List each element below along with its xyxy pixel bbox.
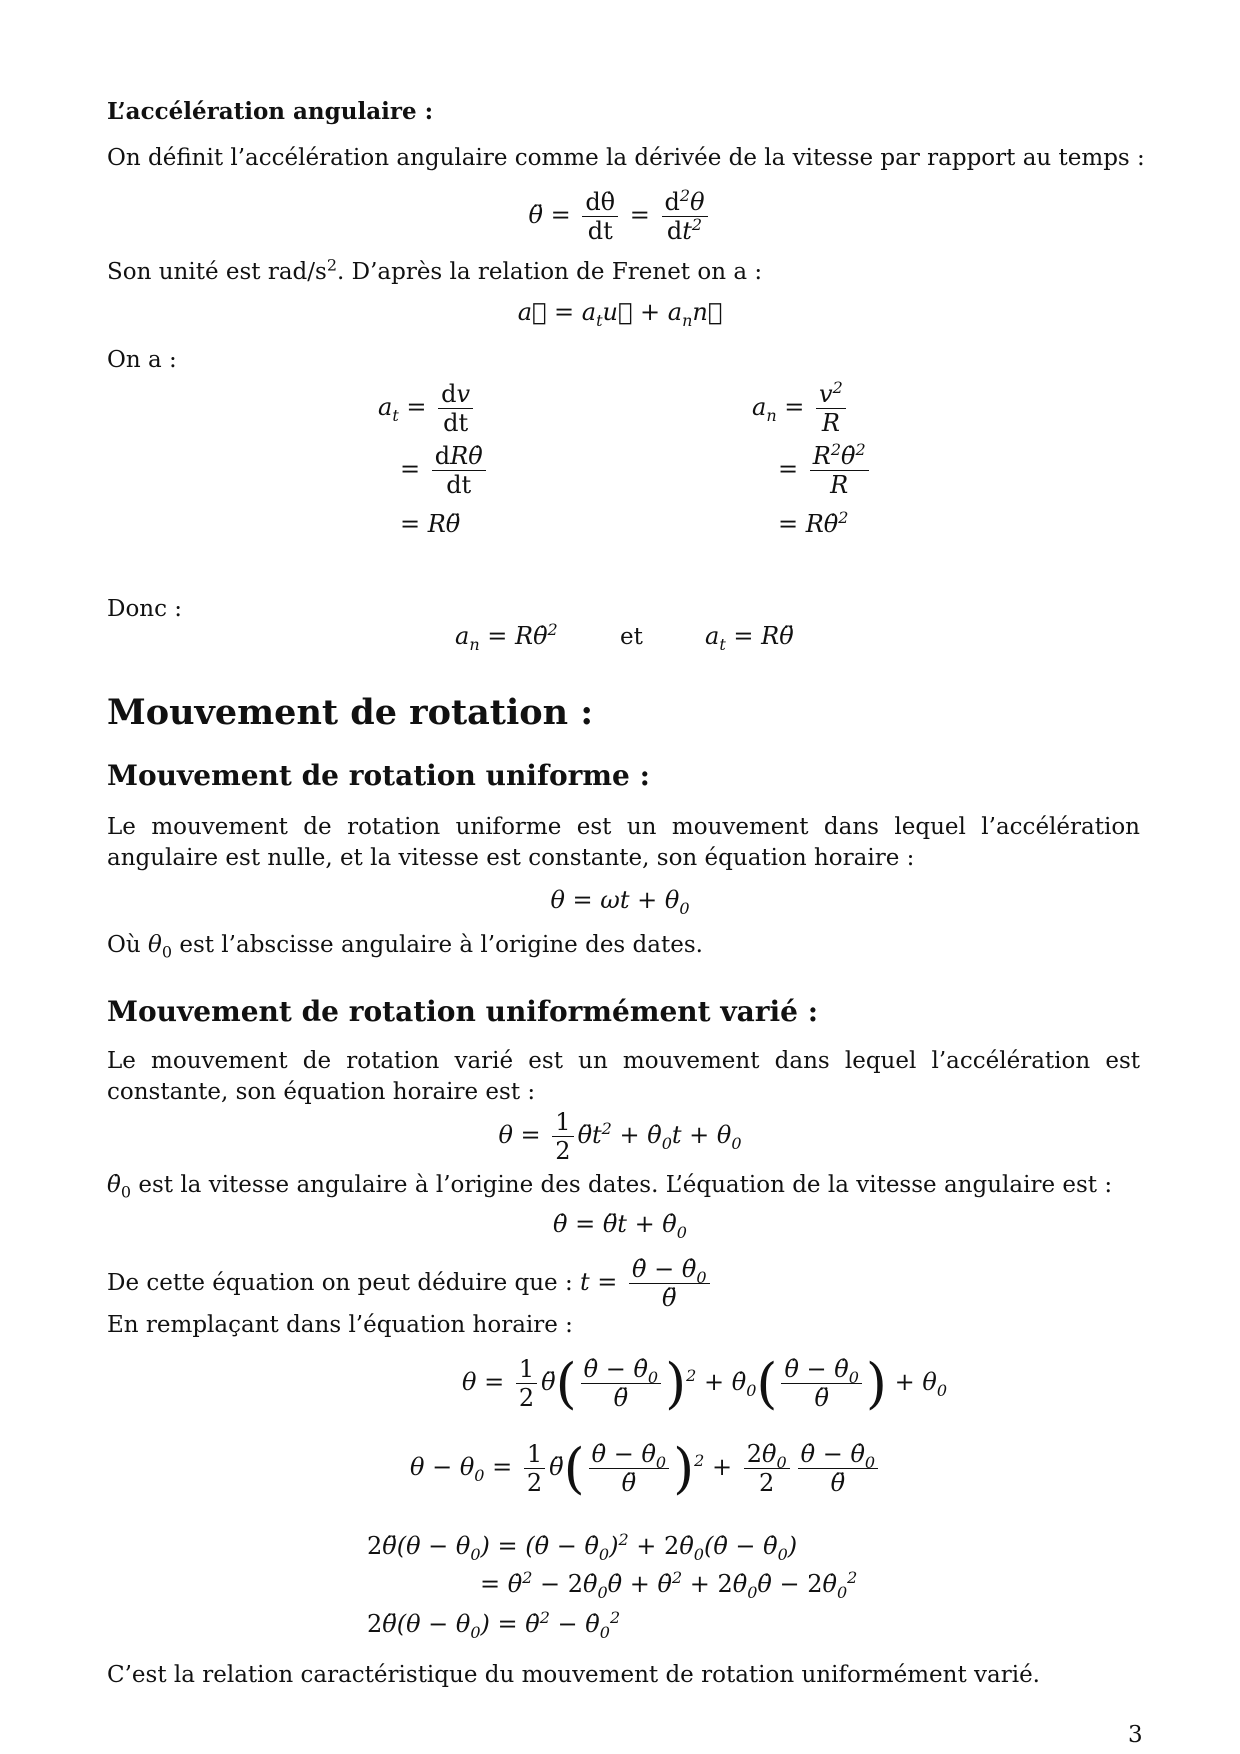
equation-at-line2: = $\frac{\text{dRθ̇}}{dt}$ <box>400 442 490 499</box>
derivation-line5: 2θ̈(θ − $\theta_0$) = θ̇$^2$ − $\thetȧ_0^2$ <box>367 1608 621 1642</box>
equation-angular-velocity: θ̇ = θ̈t + $\thetȧ_0$ <box>553 1210 687 1242</box>
equation-varied-horaire: θ = $\frac{1}{2}$ $\thetät^2$ + $\thetȧ_0t + \theta_0$ <box>498 1108 742 1165</box>
text-on-a: On a : <box>107 347 177 373</box>
paragraph-definition: On définit l’accélération angulaire comme la dérivée de la vitesse par rapport au temps : <box>107 145 1145 171</box>
derivation-line4: = θ̇$^2$ − $2\thetȧ_0\thetȧ$ + θ̇$^2$ + $2\thetȧ_0\thetȧ$ − $2\thetȧ_0^2$ <box>480 1568 858 1602</box>
paragraph-deduce: De cette équation on peut déduire que : t = $\frac{\thetȧ - \thetȧ_0}{\thetä}$ <box>107 1255 714 1312</box>
page-number: 3 <box>1128 1722 1143 1748</box>
equation-frenet: a⃗ = $a_tu⃗$ + $a_nn⃗$ <box>517 298 723 330</box>
paragraph-varied: Le mouvement de rotation varié est un mouvement dans lequel l’accélération est constante, son équation horaire est : <box>107 1048 1140 1105</box>
paragraph-unit: Son unité est rad/$s^2$. D’après la relation de Frenet on a : <box>107 255 763 285</box>
equation-an-line1: $a_n$ = $\frac{v^2}{R}$ <box>752 380 850 437</box>
section-heading-rotation: Mouvement de rotation : <box>107 692 594 733</box>
equation-an-line2: = $\frac{R^2\thetȧ^2}{R}$ <box>778 442 873 499</box>
equation-uniform: $\theta = \omega t + \theta_0$ <box>550 886 690 918</box>
derivation-line2: $\theta - \theta_0$ = $\frac{1}{2}$ θ̈( $\frac{\thetȧ - \thetȧ_0}{\thetä}$ )$^2$ + $\frac{2\thetȧ_0}{2}$ $\frac{\thetȧ - \thetȧ_0}{\thetä}$ <box>410 1437 882 1500</box>
equation-at-result: $a_t$ = Rθ̈ <box>705 622 794 654</box>
equation-at-line3: = Rθ̈ <box>400 510 461 538</box>
paragraph-replace: En remplaçant dans l’équation horaire : <box>107 1312 573 1338</box>
section-heading-angular-acceleration: L’accélération angulaire : <box>107 98 434 125</box>
derivation-line3: 2θ̈(θ − $\theta_0$) = (θ̇ − $\thetȧ_0)^2$ + $2\thetȧ_0(\thetȧ$ − $\thetȧ_0$) <box>367 1530 798 1564</box>
equation-an-result: $a_n$ = Rθ̇$^2$ <box>455 620 558 654</box>
paragraph-uniform: Le mouvement de rotation uniforme est un mouvement dans lequel l’accélération angulaire est nulle, et la vitesse est constante, son équation horaire : <box>107 814 1140 871</box>
equation-at-line1: $a_t$ = $\frac{dv}{dt}$ <box>378 380 477 437</box>
paragraph-theta0-dot: $\thetȧ_0$ est la vitesse angulaire à l’origine des dates. L’équation de la vitesse angulaire est : <box>107 1172 1113 1202</box>
subsection-heading-uniform: Mouvement de rotation uniforme : <box>107 759 650 792</box>
equation-angular-acceleration-def: θ̈ = $\frac{d\thetȧ}{dt}$ = $\frac{d^2\theta}{dt^2}$ <box>0 188 1240 245</box>
equation-an-line3: = Rθ̇$^2$ <box>778 508 849 538</box>
paragraph-conclusion: C’est la relation caractéristique du mouvement de rotation uniformément varié. <box>107 1662 1040 1688</box>
text-donc: Donc : <box>107 596 183 622</box>
subsection-heading-varied: Mouvement de rotation uniformément varié : <box>107 995 819 1028</box>
paragraph-theta0: Où $\theta_0$ est l’abscisse angulaire à l’origine des dates. <box>107 932 703 962</box>
text-et: et <box>620 624 643 650</box>
derivation-line1: θ = $\frac{1}{2}$ θ̈( $\frac{\thetȧ - \thetȧ_0}{\thetä}$ )$^2 + \thetȧ_0$( $\frac{\thetȧ - \thetȧ_0}{\thetä}$ ) + $\theta_0$ <box>462 1352 947 1415</box>
